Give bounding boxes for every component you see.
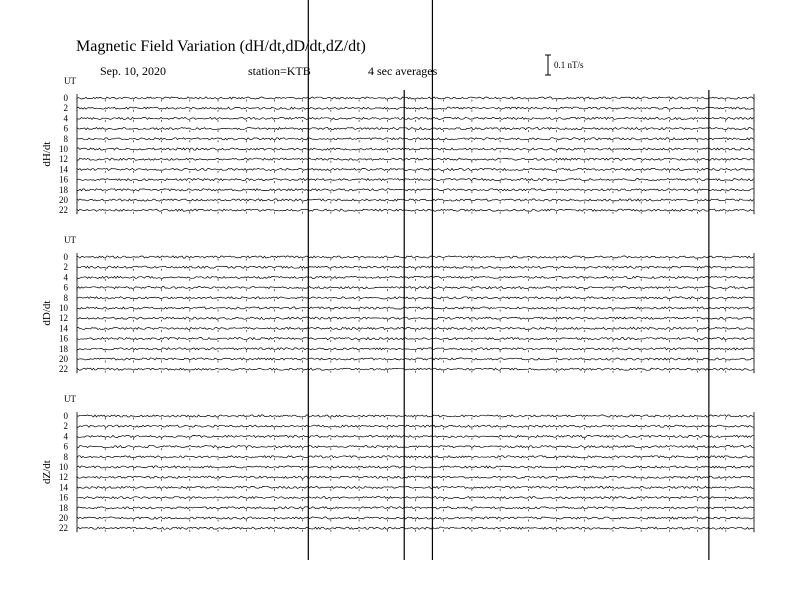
trace-line xyxy=(77,168,754,170)
trace-line xyxy=(77,97,754,99)
trace-line xyxy=(77,446,754,448)
ut-row-label: 10 xyxy=(59,303,68,313)
ut-row-label: 6 xyxy=(63,282,68,293)
ut-row-label: 2 xyxy=(63,262,68,273)
trace-line xyxy=(77,415,754,417)
trace-line xyxy=(77,276,754,278)
ut-row-label: 20 xyxy=(59,195,68,205)
ut-row-label: 18 xyxy=(59,343,68,354)
ut-row-label: 4 xyxy=(63,431,68,442)
trace-line xyxy=(77,297,754,299)
trace-line xyxy=(77,507,754,509)
ut-row-label: 18 xyxy=(59,184,68,195)
trace-line xyxy=(77,435,754,437)
panel-ylabel-dHdt: dH/dt xyxy=(41,141,53,167)
trace-line xyxy=(77,189,754,191)
station-label: station=KTB xyxy=(248,64,311,78)
ut-row-label: 2 xyxy=(63,103,68,114)
date-label: Sep. 10, 2020 xyxy=(100,64,166,78)
ut-row-label: 22 xyxy=(59,364,68,375)
trace-line xyxy=(77,476,754,478)
ut-row-label: 8 xyxy=(63,451,68,462)
panel-ylabel-dDdt: dD/dt xyxy=(41,300,53,326)
trace-line xyxy=(77,117,754,119)
trace-line xyxy=(77,466,754,468)
ut-row-label: 12 xyxy=(59,472,68,483)
ut-row-label: 14 xyxy=(59,164,68,175)
ut-row-label: 10 xyxy=(59,462,68,472)
ut-row-label: 10 xyxy=(59,144,68,154)
ut-row-label: 0 xyxy=(63,411,68,421)
ut-row-label: 18 xyxy=(59,502,68,513)
trace-line xyxy=(77,517,754,519)
trace-line xyxy=(77,138,754,140)
trace-line xyxy=(77,148,754,150)
trace-line xyxy=(77,317,754,319)
ut-row-label: 8 xyxy=(63,292,68,303)
ut-row-label: 16 xyxy=(59,492,68,503)
trace-line xyxy=(77,256,754,258)
trace-line xyxy=(77,158,754,160)
ut-row-label: 2 xyxy=(63,421,68,432)
averaging-label: 4 sec averages xyxy=(368,64,438,78)
trace-line xyxy=(77,287,754,289)
trace-line xyxy=(77,425,754,427)
ut-row-label: 20 xyxy=(59,513,68,523)
ut-row-label: 14 xyxy=(59,482,68,493)
trace-line xyxy=(77,486,754,488)
trace-line xyxy=(77,348,754,350)
trace-line xyxy=(77,497,754,499)
trace-line xyxy=(77,266,754,268)
ut-row-label: 12 xyxy=(59,154,68,165)
ut-row-label: 16 xyxy=(59,174,68,185)
trace-line xyxy=(77,128,754,130)
trace-line xyxy=(77,456,754,458)
trace-line xyxy=(77,327,754,329)
trace-line xyxy=(77,107,754,109)
trace-line xyxy=(77,358,754,360)
ut-row-label: 12 xyxy=(59,313,68,324)
ut-axis-label: UT xyxy=(64,394,76,404)
ut-row-label: 4 xyxy=(63,272,68,283)
ut-row-label: 8 xyxy=(63,133,68,144)
ut-row-label: 0 xyxy=(63,252,68,262)
ut-row-label: 22 xyxy=(59,205,68,216)
trace-line xyxy=(77,179,754,181)
ut-row-label: 4 xyxy=(63,113,68,124)
trace-line xyxy=(77,307,754,309)
trace-line xyxy=(77,199,754,201)
trace-line xyxy=(77,209,754,211)
ut-axis-label: UT xyxy=(64,76,76,86)
ut-row-label: 16 xyxy=(59,333,68,344)
ut-row-label: 6 xyxy=(63,123,68,134)
ut-row-label: 0 xyxy=(63,93,68,103)
ut-row-label: 6 xyxy=(63,441,68,452)
ut-row-label: 14 xyxy=(59,323,68,334)
trace-line xyxy=(77,527,754,529)
panel-ylabel-dZdt: dZ/dt xyxy=(41,460,53,485)
trace-line xyxy=(77,368,754,370)
ut-row-label: 22 xyxy=(59,523,68,534)
ut-row-label: 20 xyxy=(59,354,68,364)
ut-axis-label: UT xyxy=(64,235,76,245)
trace-line xyxy=(77,338,754,340)
chart-title: Magnetic Field Variation (dH/dt,dD/dt,dZ/dt) xyxy=(76,38,366,55)
scale-bar-label: 0.1 nT/s xyxy=(554,60,584,70)
